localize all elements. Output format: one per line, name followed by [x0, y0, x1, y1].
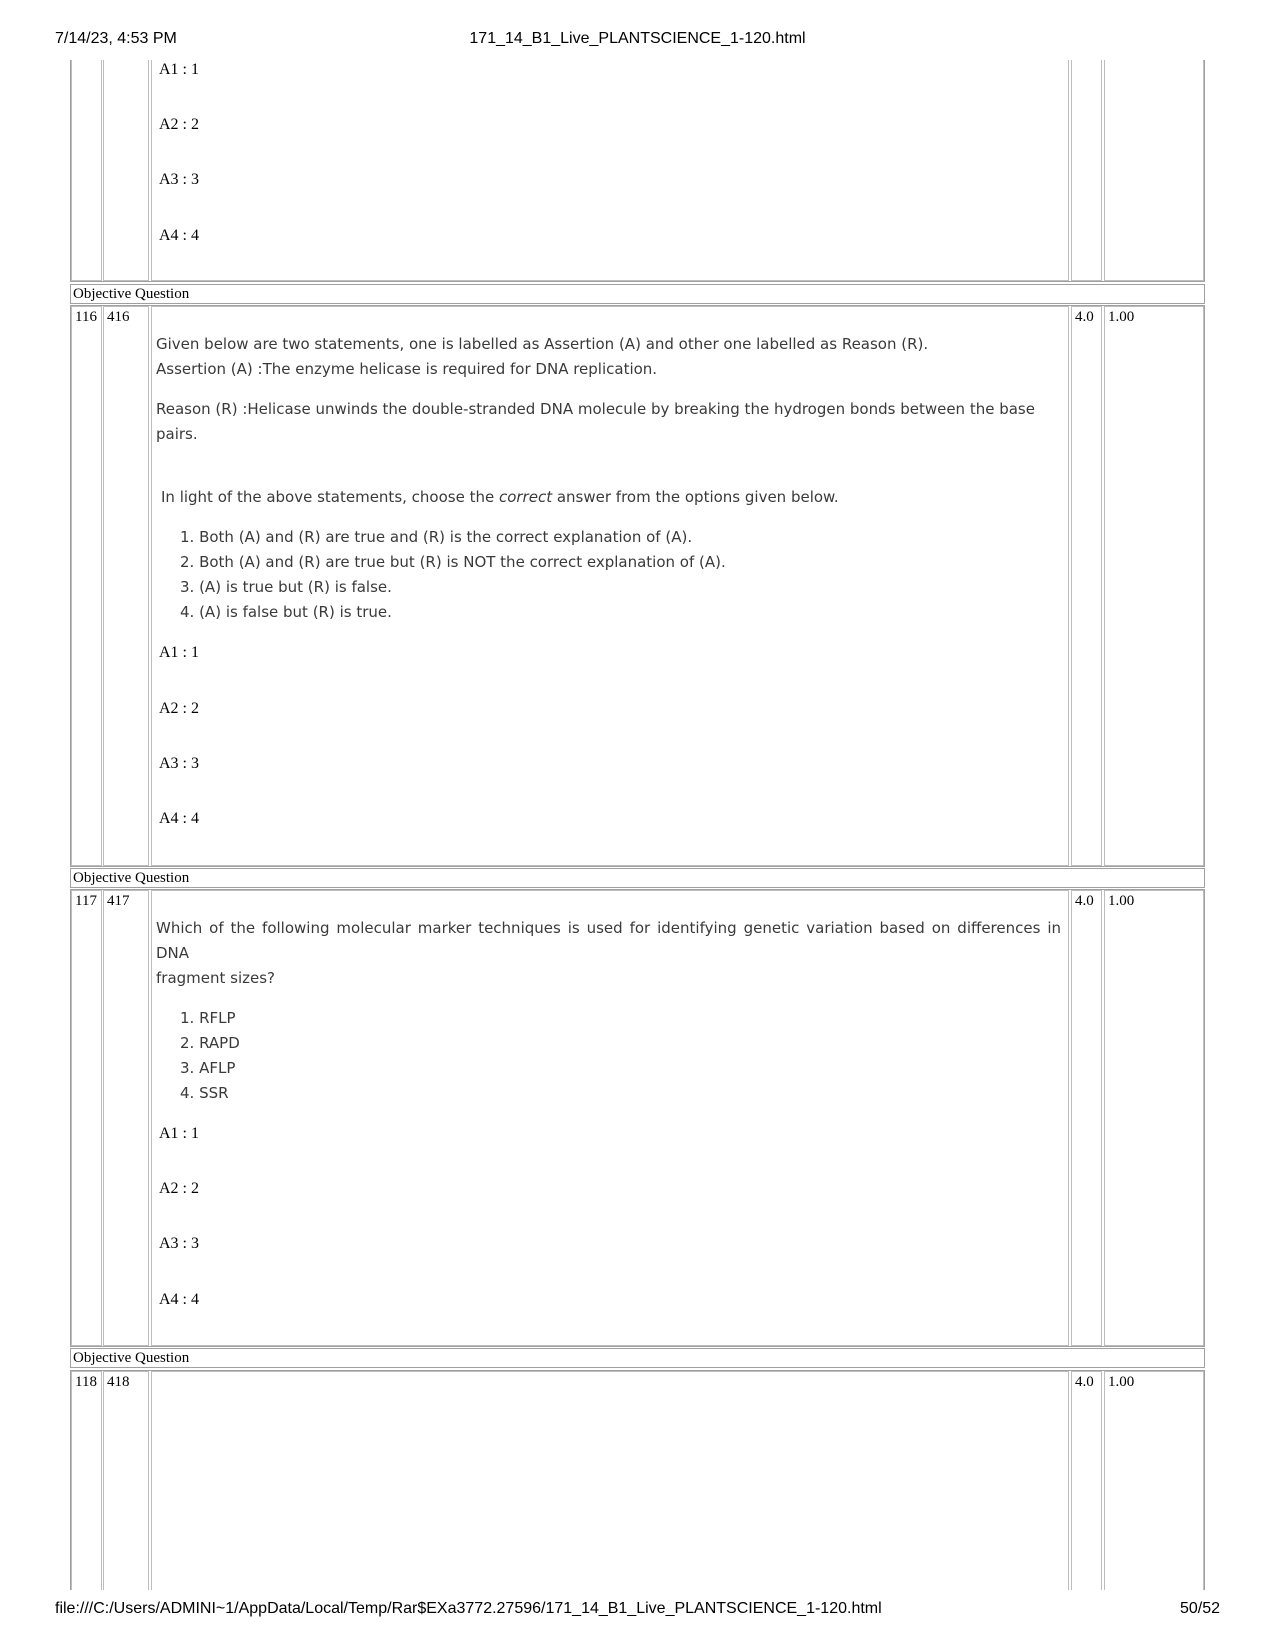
qid-cell: 417 — [103, 890, 149, 1346]
marks-cell: 4.0 — [1071, 306, 1102, 866]
answer-option: A1 : 1 — [159, 61, 199, 78]
negative-marks-cell: 1.00 — [1104, 306, 1204, 866]
option-item: 3. (A) is true but (R) is false. — [180, 578, 392, 596]
sno-cell — [71, 60, 102, 281]
negative-marks-cell: 1.00 — [1104, 1371, 1204, 1590]
answer-option: A2 : 2 — [159, 700, 199, 717]
option-item: 4. SSR — [180, 1084, 229, 1102]
question-line: fragment sizes? — [156, 969, 276, 987]
option-item: 1. RFLP — [180, 1009, 236, 1027]
content-cell — [151, 60, 1069, 281]
question-line: Which of the following molecular marker techniques is used for identifying genetic variation based on differences in DNA — [156, 919, 1061, 962]
question-116 — [70, 305, 1205, 867]
emphasis-correct: correct — [498, 488, 553, 506]
marks-cell: 4.0 — [1071, 890, 1102, 1346]
marks-cell: 4.0 — [1071, 1371, 1102, 1590]
sno-cell: 117 — [71, 890, 102, 1346]
answer-option: A4 : 4 — [159, 1291, 199, 1308]
option-item: 2. Both (A) and (R) are true but (R) is NOT the correct explanation of (A). — [180, 553, 726, 571]
question-type-label: Objective Question — [70, 284, 1205, 304]
print-doc-title: 171_14_B1_Live_PLANTSCIENCE_1-120.html — [469, 30, 806, 47]
question-text — [156, 916, 1061, 1106]
answer-option: A3 : 3 — [159, 171, 199, 188]
qid-cell: 416 — [103, 306, 149, 866]
answer-option: A3 : 3 — [159, 755, 199, 772]
print-file-path: file:///C:/Users/ADMINI~1/AppData/Local/Temp/Rar$EXa3772.27596/171_14_B1_Live_PLANTSCIENCE_1-120.html — [55, 1600, 882, 1617]
print-footer — [0, 1600, 1275, 1620]
question-118 — [70, 1370, 1205, 1590]
answer-option: A1 : 1 — [159, 1125, 199, 1142]
answer-option: A4 : 4 — [159, 810, 199, 827]
option-list — [180, 1006, 1061, 1106]
answer-option: A4 : 4 — [159, 227, 199, 244]
question-type-label: Objective Question — [70, 1348, 1205, 1368]
print-header — [0, 30, 1275, 50]
instruction-text: In light of the above statements, choose the correct answer from the options given below. — [161, 488, 839, 506]
qid-cell: 418 — [103, 1371, 149, 1590]
question-115-tail — [70, 60, 1205, 282]
negative-marks-cell: 1.00 — [1104, 890, 1204, 1346]
question-paper — [70, 60, 1205, 1590]
sno-cell: 118 — [71, 1371, 102, 1590]
reason-text: Reason (R) :Helicase unwinds the double-stranded DNA molecule by breaking the hydrogen bonds between the base pairs. — [156, 400, 1035, 443]
option-item: 3. AFLP — [180, 1059, 236, 1077]
content-cell — [151, 1371, 1069, 1590]
answer-option: A2 : 2 — [159, 116, 199, 133]
negative-marks-cell — [1104, 60, 1204, 281]
answer-option: A1 : 1 — [159, 644, 199, 661]
content-cell — [151, 306, 1069, 866]
marks-cell — [1071, 60, 1102, 281]
answer-option: A3 : 3 — [159, 1235, 199, 1252]
assertion-text: Assertion (A) :The enzyme helicase is required for DNA replication. — [156, 360, 658, 378]
option-item: 4. (A) is false but (R) is true. — [180, 603, 392, 621]
qid-cell — [103, 60, 149, 281]
option-item: 2. RAPD — [180, 1034, 240, 1052]
print-datetime: 7/14/23, 4:53 PM — [55, 30, 177, 47]
question-intro: Given below are two statements, one is labelled as Assertion (A) and other one labelled as Reason (R). — [156, 335, 929, 353]
option-list — [180, 525, 1061, 625]
question-text — [156, 332, 1061, 625]
answer-option: A2 : 2 — [159, 1180, 199, 1197]
question-117 — [70, 889, 1205, 1347]
option-item: 1. Both (A) and (R) are true and (R) is the correct explanation of (A). — [180, 528, 693, 546]
content-cell — [151, 890, 1069, 1346]
sno-cell: 116 — [71, 306, 102, 866]
print-page-number: 50/52 — [1179, 1600, 1220, 1617]
question-type-label: Objective Question — [70, 868, 1205, 888]
